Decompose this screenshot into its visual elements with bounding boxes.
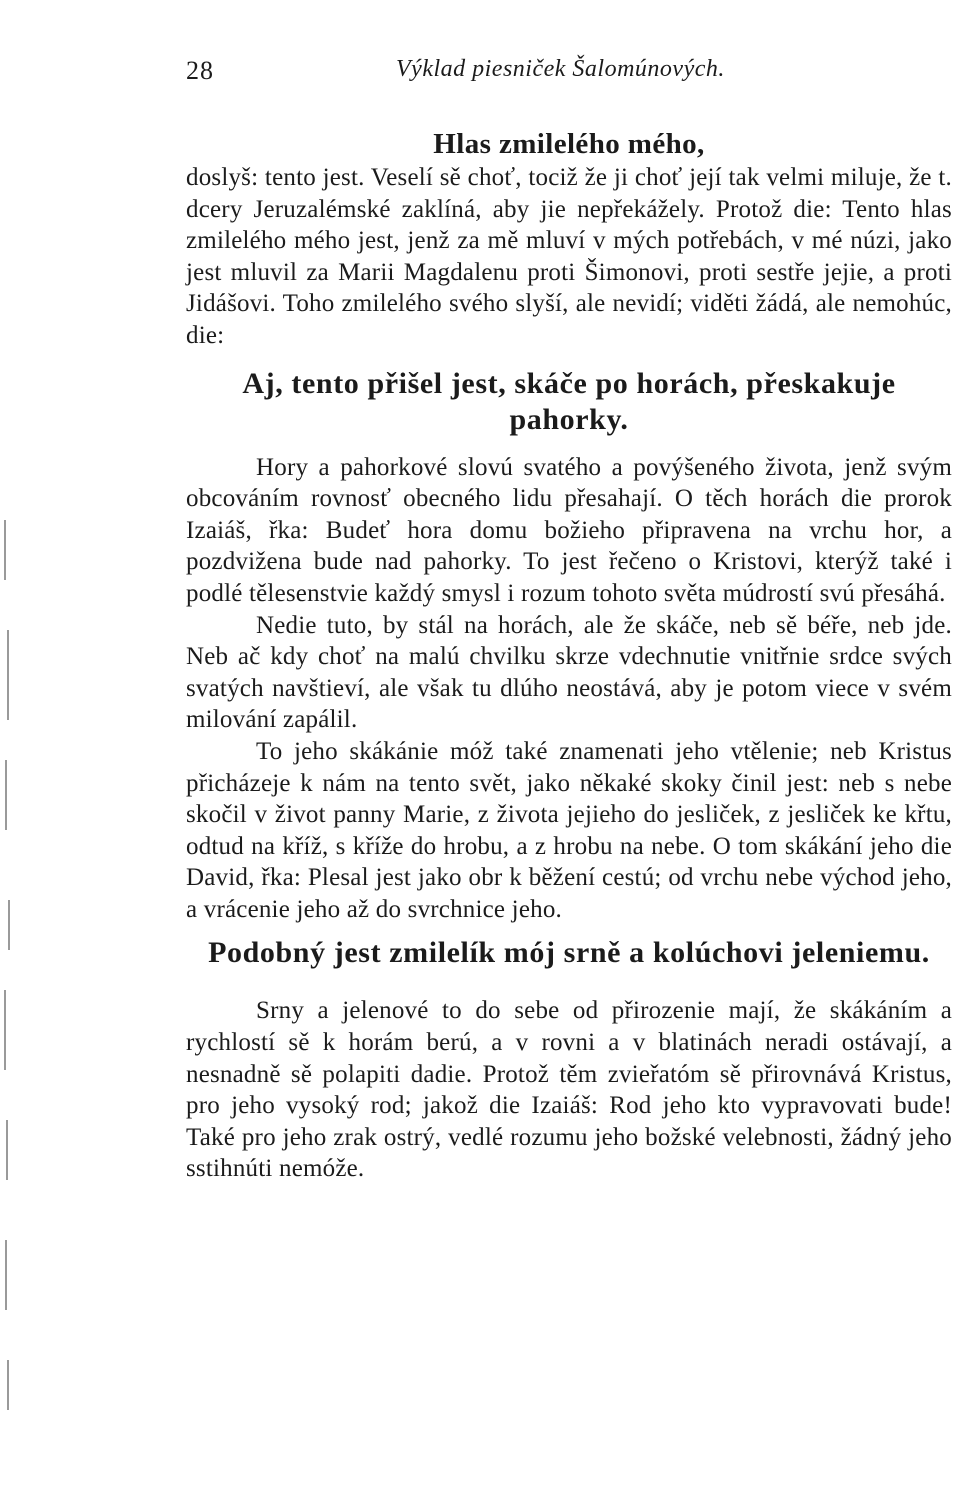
book-page: [186, 50, 952, 1185]
scan-mark: [5, 760, 7, 830]
paragraph-2: Hory a pahorkové slovú svatého a povýšeného života, jenž svým obcováním rovnosť obecného lidu přesahají. O těch horách die prorok Izaiáš, řka: Budeť hora domu božieho připravena na vrchu hor, a pozdvižena bude nad pahorky. To jest řečeno o Kristovi, kterýž také i podlé tělesenstvie každý smysl i rozum tohoto světa múdrostí svú přesáhá.: [186, 453, 952, 607]
section-heading-1: Hlas zmilelého mého,: [433, 128, 705, 160]
page-header: [186, 50, 952, 102]
scan-mark: [6, 1120, 8, 1180]
scan-mark: [8, 900, 10, 950]
paragraph-3: Nedie tuto, by stál na horách, ale že skáče, neb sě béře, neb jde. Neb ač kdy choť na malú chvilku skrze vdechnutie vnitřnie srdce svých svatých navštieví, ale však tu dlúho neostává, aby je potom viece v svém milování zapálil.: [186, 611, 952, 734]
scan-mark: [7, 1360, 9, 1410]
scan-mark: [5, 1240, 7, 1310]
scan-mark: [4, 990, 6, 1070]
section-heading-3: Podobný jest zmilelík mój srně a kolúchovi jeleniemu.: [208, 936, 930, 970]
paragraph-1: doslyš: tento jest. Veselí sě choť, tociž že ji choť její tak velmi miluje, že t. dcery Jeruzalémské zaklíná, aby jie nepřekážely. Protož die: Tento hlas zmilelého mého jest, jenž za mě mluví v mých potřebách, v mé núzi, jako jest mluvil za Marii Magdalenu proti Šimonovi, proti sestře jejie, a proti Jidášovi. Toho zmilelého svého slyší, ale nevidí; viděti žádá, ale nemohúc, die:: [186, 164, 952, 349]
page-number: 28: [186, 56, 214, 85]
running-head: Výklad piesniček Šalomúnových.: [396, 56, 725, 82]
scan-mark: [7, 630, 9, 720]
section-heading-2: Aj, tento přišel jest, skáče po horách, přeskakuje pahorky.: [242, 366, 896, 436]
scan-margin-marks: [0, 520, 16, 1420]
scan-mark: [4, 520, 6, 580]
paragraph-5: Srny a jelenové to do sebe od přirozenie mají, že skákáním a rychlostí sě k horám berú, a v rovni a v blatinách neradi ostávají, a nesnadně sě polapiti dadie. Protož těm zvieřatóm sě přirovnává Kristus, pro jeho vysoký rod; jakož die Izaiáš: Rod jeho kto vypravovati bude! Také pro jeho zrak ostrý, vedlé rozumu jeho božské velebnosti, žádný jeho sstihnúti nemóže.: [186, 997, 952, 1183]
paragraph-4: To jeho skákánie móž také znamenati jeho vtělenie; neb Kristus přicházeje k nám na tento svět, jako někaké skoky činil jest: neb s nebe skočil v život panny Marie, z života jejieho do jesliček, z jesliček ke křtu, odtud na kříž, s kříže do hrobu, a z hrobu na nebe. O tom skákání jeho die David, řka: Plesal jest jako obr k běžení cestú; od vrchu nebe východ jeho, a vrácenie jeho až do svrchnice jeho.: [186, 737, 952, 923]
